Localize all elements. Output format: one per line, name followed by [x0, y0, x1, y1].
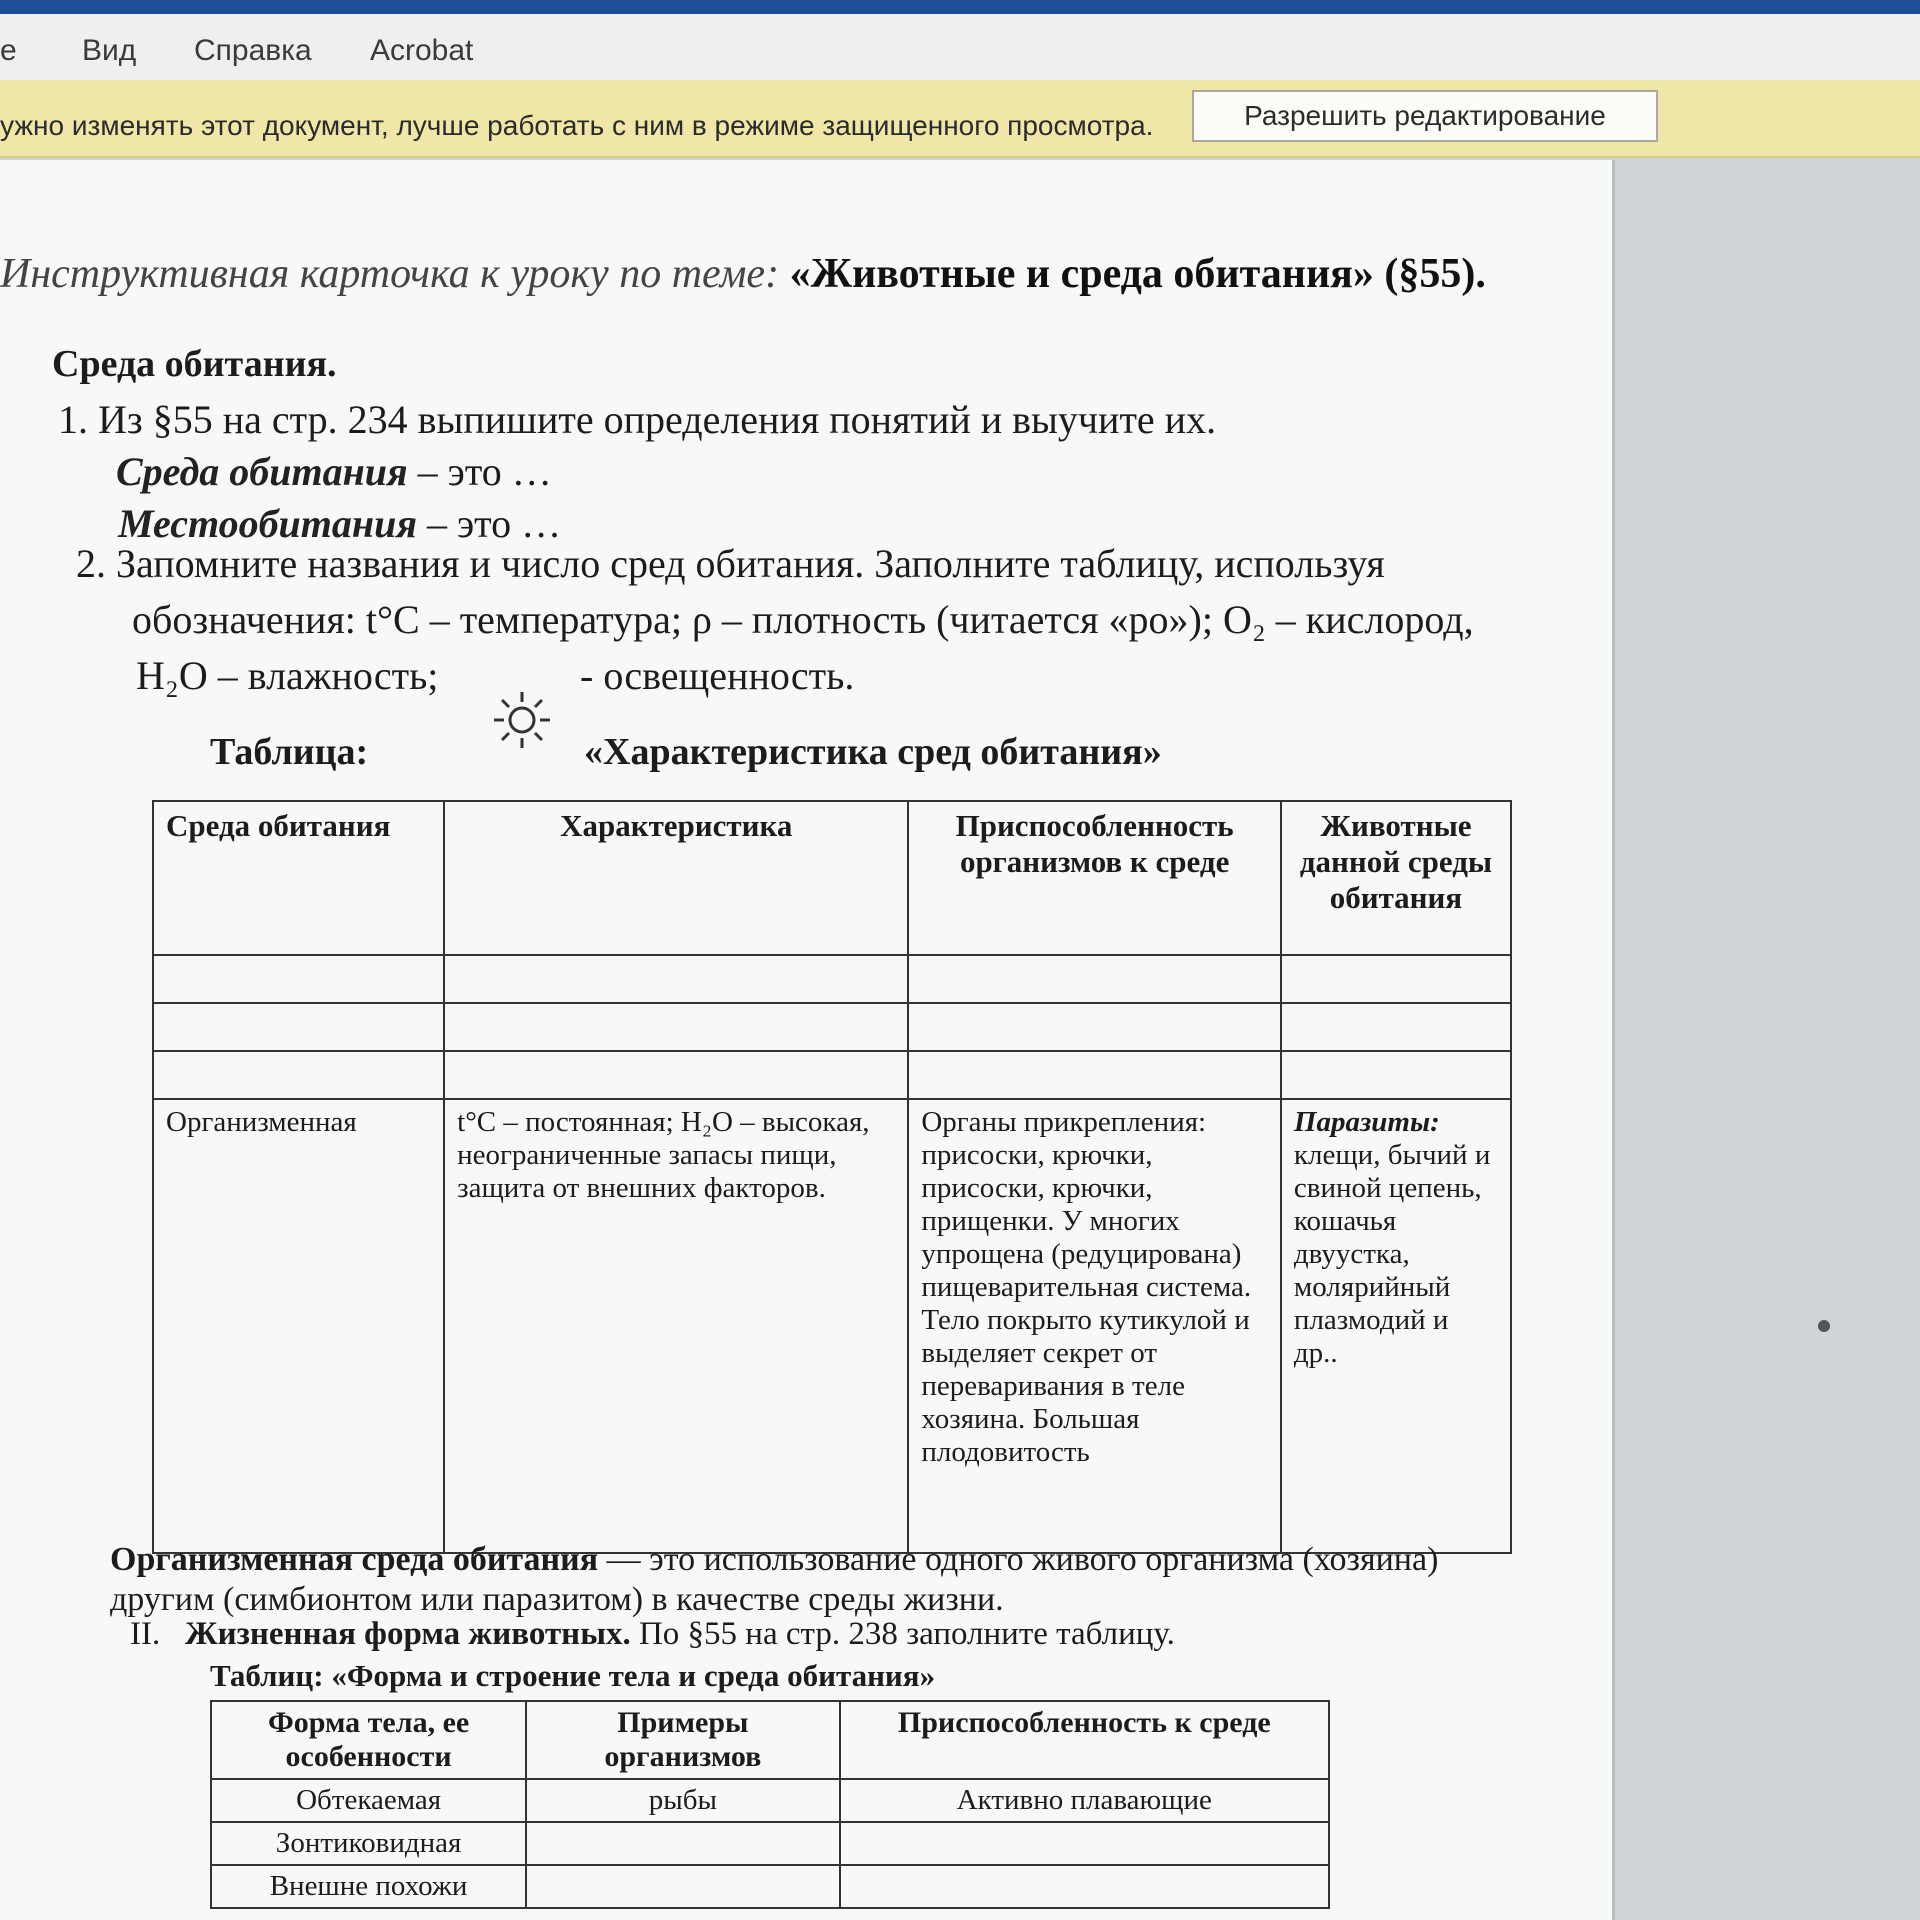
table2-header-examples: Примеры организмов: [526, 1701, 839, 1779]
table-row: [211, 1822, 1329, 1865]
body-form-table: [210, 1700, 1330, 1909]
cell-habitat[interactable]: Организменная: [153, 1099, 444, 1553]
definition-1-term: Среда обитания: [116, 449, 408, 494]
table-cell[interactable]: [908, 1003, 1281, 1051]
table-cell[interactable]: [1281, 955, 1511, 1003]
table-cell[interactable]: [526, 1822, 839, 1865]
task2-line3a: H₂O – влажность;: [136, 653, 439, 698]
table-cell[interactable]: [444, 1051, 908, 1099]
cell-adaptation[interactable]: Органы прикрепления: присоски, крючки, присоски, крючки, прищенки. У многих упрощена (редуцирована) пищеварительная система. Тело покрыто кутикулой и выделяет секрет от переваривания в теле хозяина. Большая плодовитость: [908, 1099, 1281, 1553]
table-row: [153, 955, 1511, 1003]
definition-1: [116, 448, 552, 495]
window-title-strip: [0, 0, 1920, 14]
table-row-organism: [153, 1099, 1511, 1553]
header-animals: Животные данной среды обитания: [1281, 801, 1511, 955]
table2-header-adaptation: Приспособленность к среде: [840, 1701, 1329, 1779]
task2-line3b: - освещенность.: [580, 653, 855, 698]
table-cell[interactable]: [908, 1051, 1281, 1099]
animals-label: Паразиты:: [1293, 1106, 1440, 1138]
definition-2-term: Местообитания: [118, 501, 417, 546]
cell-characteristic[interactable]: t°C – постоянная; H₂O – высокая, неограниченные запасы пищи, защита от внешних факторов.: [444, 1099, 908, 1553]
table-cell[interactable]: [908, 955, 1281, 1003]
ribbon-menu: [0, 14, 1920, 80]
table-cell[interactable]: [153, 955, 444, 1003]
ribbon-tab-help[interactable]: Справка: [194, 34, 312, 67]
task1-text: 1. Из §55 на стр. 234 выпишите определения понятий и выучите их.: [58, 397, 1217, 442]
organism-definition: [110, 1540, 1450, 1620]
header-habitat: Среда обитания: [153, 801, 444, 955]
table-cell[interactable]: [153, 1051, 444, 1099]
table-cell[interactable]: Обтекаемая: [211, 1779, 526, 1822]
table-cell[interactable]: [444, 1003, 908, 1051]
organism-definition-rest: — это использование одного живого организма (хозяина) другим (симбионтом или паразитом) в качестве среды жизни.: [110, 1541, 1439, 1618]
protected-view-message: ужно изменять этот документ, лучше работать с ним в режиме защищенного просмотра.: [0, 110, 1154, 141]
table-cell[interactable]: Внешне похожи: [211, 1865, 526, 1908]
table-row: [153, 1051, 1511, 1099]
habitat-table: [152, 800, 1512, 1554]
section1-heading: Среда обитания.: [52, 343, 337, 385]
section2-number: II.: [130, 1616, 161, 1652]
table-cell[interactable]: [840, 1865, 1329, 1908]
table-cell[interactable]: [444, 955, 908, 1003]
page-title: [0, 250, 1486, 298]
table-cell[interactable]: [1281, 1051, 1511, 1099]
table-row: [211, 1779, 1329, 1822]
ribbon-tab-acrobat[interactable]: Acrobat: [370, 34, 474, 67]
section2-heading: [130, 1616, 1175, 1653]
table-cell[interactable]: [840, 1822, 1329, 1865]
table-row: [211, 1865, 1329, 1908]
document-page: [0, 160, 1615, 1920]
definition-2-rest: – это …: [416, 501, 562, 546]
section2-rest: По §55 на стр. 238 заполните таблицу.: [630, 1616, 1175, 1652]
sun-icon: [492, 690, 552, 750]
header-characteristic: Характеристика: [444, 801, 908, 955]
table2-header-row: [211, 1701, 1329, 1779]
table1-title: «Характеристика сред обитания»: [584, 731, 1162, 773]
protected-view-bar: [0, 80, 1920, 158]
organism-definition-term: Организменная среда обитания: [110, 1541, 599, 1578]
table-header-row: [153, 801, 1511, 955]
animals-list: клещи, бычий и свиной цепень, кошачья двуустка, молярийный плазмодий и др..: [1293, 1139, 1491, 1369]
table-cell[interactable]: рыбы: [526, 1779, 839, 1822]
header-adaptation: Приспособленность организмов к среде: [908, 801, 1281, 955]
definition-1-rest: – это …: [407, 449, 552, 494]
enable-editing-button[interactable]: Разрешить редактирование: [1192, 90, 1658, 142]
table-cell[interactable]: [1281, 1003, 1511, 1051]
table-cell[interactable]: [153, 1003, 444, 1051]
task2-line2: обозначения: t°C – температура; ρ – плотность (читается «ро»); O₂ – кислород,: [132, 597, 1474, 642]
task2-line1: 2. Запомните названия и число сред обитания. Заполните таблицу, используя: [76, 541, 1385, 586]
screen-dust-spot: [1818, 1320, 1830, 1332]
section2-title: Жизненная форма животных.: [184, 1616, 631, 1652]
title-italic: Инструктивная карточка к уроку по теме:: [0, 251, 790, 297]
table-row: [153, 1003, 1511, 1051]
cell-animals[interactable]: [1281, 1099, 1511, 1553]
table-cell[interactable]: Активно плавающие: [840, 1779, 1329, 1822]
table-cell[interactable]: [526, 1865, 839, 1908]
ribbon-tab-partial[interactable]: е: [0, 34, 17, 67]
table2-header-form: Форма тела, ее особенности: [211, 1701, 526, 1779]
table2-title: Таблиц: «Форма и строение тела и среда обитания»: [210, 1658, 936, 1693]
title-bold: «Животные и среда обитания» (§55).: [789, 251, 1486, 297]
table-cell[interactable]: Зонтиковидная: [211, 1822, 526, 1865]
table1-label: Таблица:: [210, 731, 369, 773]
ribbon-tab-view[interactable]: Вид: [82, 34, 137, 67]
